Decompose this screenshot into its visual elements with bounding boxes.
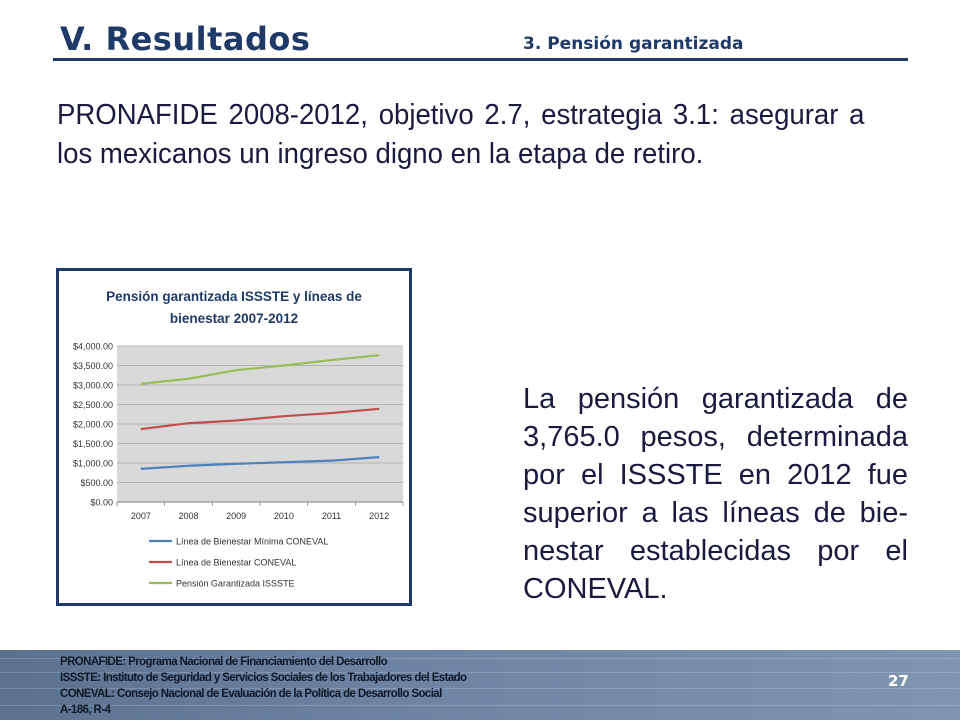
data-point — [330, 358, 333, 361]
legend-label-1: Línea de Bienestar Mínima CONEVAL — [176, 536, 329, 547]
x-tick-label: 2008 — [178, 511, 199, 521]
data-point — [187, 464, 190, 467]
data-point — [330, 459, 333, 462]
intro-paragraph: PRONAFIDE 2008-2012, objetivo 2.7, estrategia 3.1: asegurar a los mexicanos un ingreso digno en la etapa de retiro. — [57, 99, 865, 170]
chart-title-line-2: bienestar 2007-2012 — [169, 311, 299, 326]
data-point — [282, 415, 285, 418]
data-point — [139, 427, 142, 430]
y-tick-label: $3,500.00 — [72, 361, 113, 371]
x-tick-label: 2010 — [273, 511, 294, 521]
line-chart — [59, 271, 409, 603]
slide-title: V. Resultados — [60, 20, 311, 58]
y-tick-label: $1,500.00 — [72, 439, 113, 449]
chart-frame — [56, 268, 412, 606]
y-tick-label: $3,000.00 — [72, 380, 113, 391]
x-tick-label: 2009 — [226, 511, 247, 521]
section-subtitle: 3. Pensión garantizada — [523, 34, 744, 54]
data-point — [235, 369, 238, 372]
footnote-coneval: CONEVAL: Consejo Nacional de Evaluación de la Política de Desarrollo Social — [60, 688, 442, 700]
y-tick-label: $1,000.00 — [72, 458, 113, 469]
data-point — [378, 456, 381, 459]
data-point — [330, 411, 333, 414]
data-point — [235, 462, 238, 465]
data-point — [187, 377, 190, 380]
header-divider — [53, 58, 908, 61]
footer-notes — [60, 654, 580, 718]
y-tick-label: $0.00 — [90, 497, 113, 508]
footnote-issste: ISSSTE: Instituto de Seguridad y Servicios Sociales de los Trabajadores del Estado — [60, 672, 467, 684]
x-tick-label: 2011 — [321, 511, 342, 521]
data-point — [187, 422, 190, 425]
chart-title-line-1: Pensión garantizada ISSSTE y líneas de — [106, 289, 362, 304]
y-tick-label: $500.00 — [80, 478, 113, 488]
x-tick-label: 2012 — [369, 511, 390, 521]
data-point — [378, 354, 381, 357]
data-point — [282, 461, 285, 464]
explanation-paragraph: La pensión garantizada de 3,765.0 pesos, determinada por el ISSSTE en 2012 fue superior a las líneas de bie-nestar establecidas por el CONEVAL. — [523, 383, 908, 605]
legend-label-3: Pensión Garantizada ISSSTE — [176, 578, 295, 589]
data-point — [378, 407, 381, 410]
data-point — [235, 419, 238, 422]
footnote-reference: A-186, R-4 — [60, 704, 111, 716]
data-point — [139, 382, 142, 385]
page-number: 27 — [888, 672, 909, 690]
footnote-pronafide: PRONAFIDE: Programa Nacional de Financiamiento del Desarrollo — [60, 656, 388, 668]
data-point — [139, 467, 142, 470]
x-tick-label: 2007 — [130, 511, 151, 521]
data-point — [282, 364, 285, 367]
y-tick-label: $4,000.00 — [72, 341, 113, 352]
legend-label-2: Línea de Bienestar CONEVAL — [176, 557, 297, 568]
y-tick-label: $2,500.00 — [72, 400, 113, 410]
y-tick-label: $2,000.00 — [72, 419, 113, 430]
